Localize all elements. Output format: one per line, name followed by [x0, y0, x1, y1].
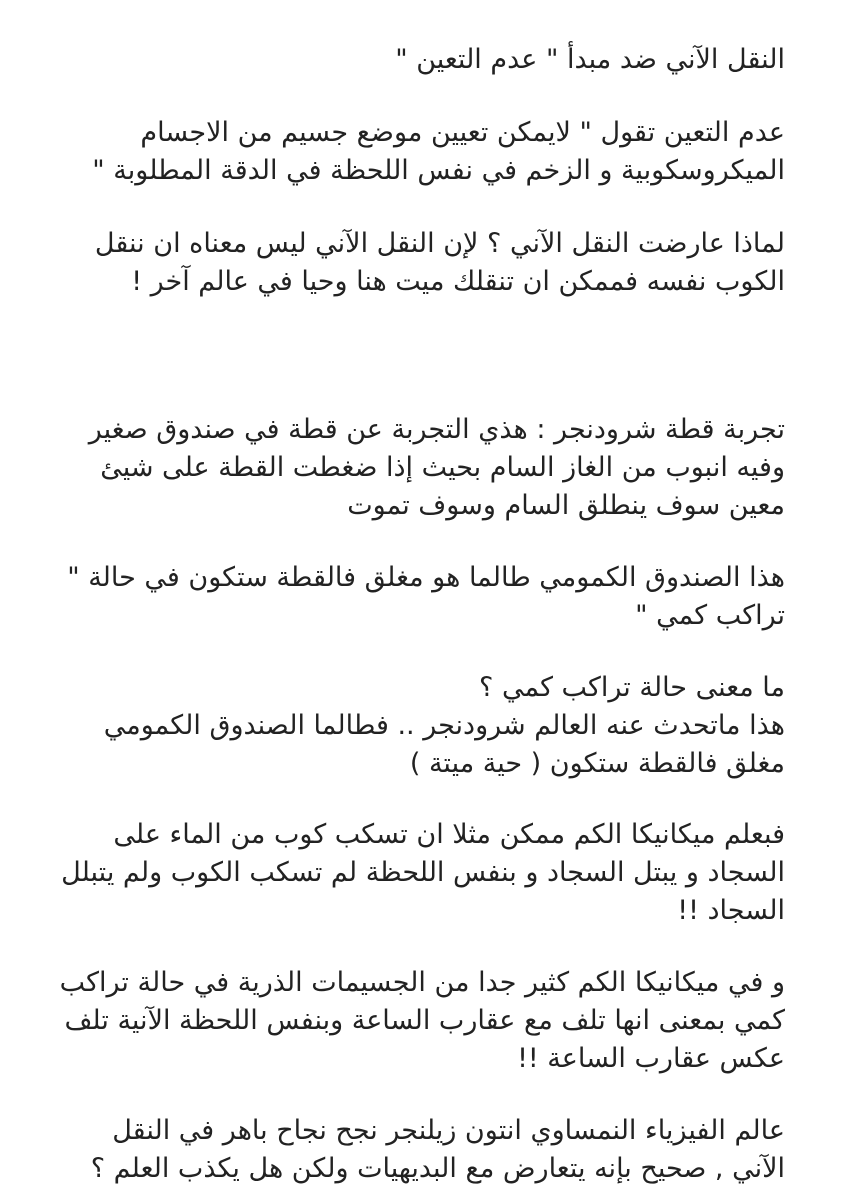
text-line: كمي بمعنى انها تلف مع عقارب الساعة وبنفس اللحظة الآنية تلف — [64, 1005, 785, 1036]
text-line: عالم الفيزياء النمساوي انتون زيلنجر نجح نجاح باهر في النقل — [112, 1115, 785, 1146]
text-line: ما معنى حالة تراكب كمي ؟ — [479, 672, 785, 703]
text-line: معين سوف ينطلق السام وسوف تموت — [347, 490, 785, 521]
text-line: النقل الآني ضد مبدأ " عدم التعين " — [395, 44, 785, 75]
text-line: الميكروسكوبية و الزخم في نفس اللحظة في الدقة المطلوبة " — [92, 155, 785, 186]
text-line: الكوب نفسه فممكن ان تنقلك ميت هنا وحيا في عالم آخر ! — [131, 266, 785, 297]
text-line: و في ميكانيكا الكم كثير جدا من الجسيمات الذرية في حالة تراكب — [59, 967, 785, 998]
text-line: وفيه انبوب من الغاز السام بحيث إذا ضغطت القطة على شيئ — [100, 452, 785, 483]
text-line: عدم التعين تقول " لايمكن تعيين موضع جسيم من الاجسام — [140, 117, 785, 148]
text-line: السجاد !! — [677, 895, 785, 926]
text-line: الآني , صحيح بإنه يتعارض مع البديهيات ولكن هل يكذب العلم ؟ — [90, 1153, 785, 1184]
text-line: هذا ماتحدث عنه العالم شرودنجر .. فطالما الصندوق الكمومي — [103, 710, 785, 741]
text-line: فبعلم ميكانيكا الكم ممكن مثلا ان تسكب كوب من الماء على — [113, 819, 785, 850]
text-line: تراكب كمي " — [635, 600, 785, 631]
text-line: لماذا عارضت النقل الآني ؟ لإن النقل الآني ليس معناه ان ننقل — [94, 228, 785, 259]
text-line: عكس عقارب الساعة !! — [517, 1043, 785, 1074]
text-line: مغلق فالقطة ستكون ( حية ميتة ) — [409, 748, 785, 779]
text-line: تجربة قطة شرودنجر : هذي التجربة عن قطة في صندوق صغير — [88, 414, 785, 445]
text-line: السجاد و يبتل السجاد و بنفس اللحظة لم تسكب الكوب ولم يتبلل — [61, 857, 785, 888]
text-line: هذا الصندوق الكمومي طالما هو مغلق فالقطة ستكون في حالة " — [67, 562, 785, 593]
